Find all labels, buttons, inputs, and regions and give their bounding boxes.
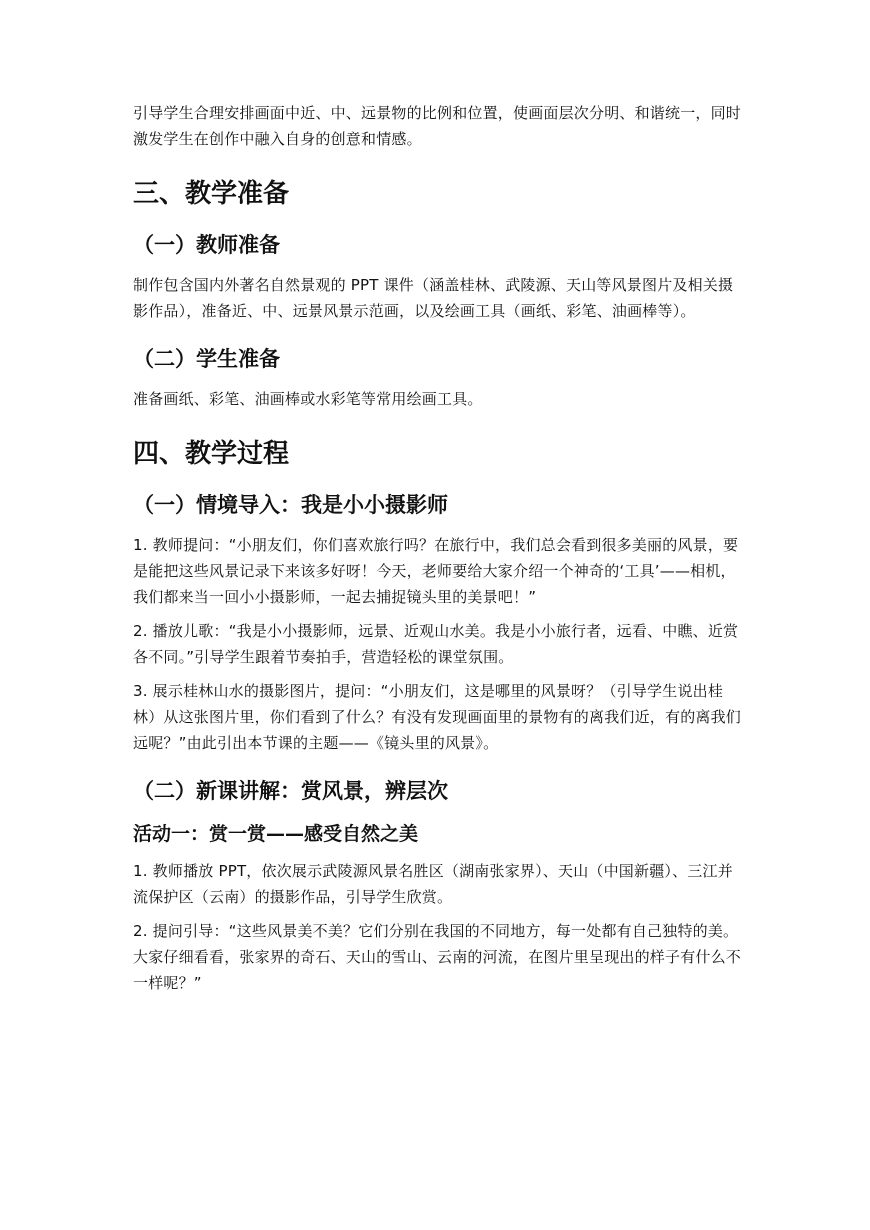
list-item: 1. 教师提问：“小朋友们，你们喜欢旅行吗？在旅行中，我们总会看到很多美丽的风景，要是能把这些风景记录下来该多好呀！今天，老师要给大家介绍一个神奇的‘工具’——相机，我们都来当一回小小摄影师，一起去捕捉镜头里的美景吧！” — [133, 536, 739, 606]
list-item: 2. 提问引导：“这些风景美不美？它们分别在我国的不同地方，每一处都有自己独特的美。大家仔细看看，张家界的奇石、天山的雪山、云南的河流，在图片里呈现出的样子有什么不一样呢？” — [133, 922, 742, 992]
list-item: 1. 教师播放 PPT，依次展示武陵源风景名胜区（湖南张家界）、天山（中国新疆）、三江并流保护区（云南）的摄影作品，引导学生欣赏。 — [133, 862, 733, 906]
subsection-heading-new-lesson: （二）新课讲解：赏风景，辨层次 — [133, 779, 448, 803]
teacher-prep-paragraph: 制作包含国内外著名自然景观的 PPT 课件（涵盖桂林、武陵源、天山等风景图片及相关摄影作品），准备近、中、远景风景示范画，以及绘画工具（画纸、彩笔、油画棒等）。 — [133, 276, 734, 320]
activity-heading-appreciate: 活动一：赏一赏——感受自然之美 — [133, 823, 419, 845]
subsection-heading-teacher-prep: （一）教师准备 — [133, 233, 280, 257]
subsection-heading-student-prep: （二）学生准备 — [133, 347, 280, 371]
subsection-heading-intro-scene: （一）情境导入：我是小小摄影师 — [133, 493, 448, 517]
student-prep-paragraph: 准备画纸、彩笔、油画棒或水彩笔等常用绘画工具。 — [133, 390, 483, 408]
list-item: 3. 展示桂林山水的摄影图片，提问：“小朋友们，这是哪里的风景呀？（引导学生说出桂林）从这张图片里，你们看到了什么？有没有发现画面里的景物有的离我们近，有的离我们远呢？”由此引出本节课的主题——《镜头里的风景》。 — [133, 682, 742, 752]
section-title-preparation: 三、教学准备 — [133, 179, 290, 209]
list-item: 2. 播放儿歌：“我是小小摄影师，远景、近观山水美。我是小小旅行者，远看、中瞧、近赏各不同。”引导学生跟着节奏拍手，营造轻松的课堂氛围。 — [133, 622, 739, 666]
section-title-process: 四、教学过程 — [133, 439, 290, 469]
intro-paragraph: 引导学生合理安排画面中近、中、远景物的比例和位置，使画面层次分明、和谐统一，同时激发学生在创作中融入自身的创意和情感。 — [133, 104, 742, 148]
document-page — [133, 100, 745, 1004]
